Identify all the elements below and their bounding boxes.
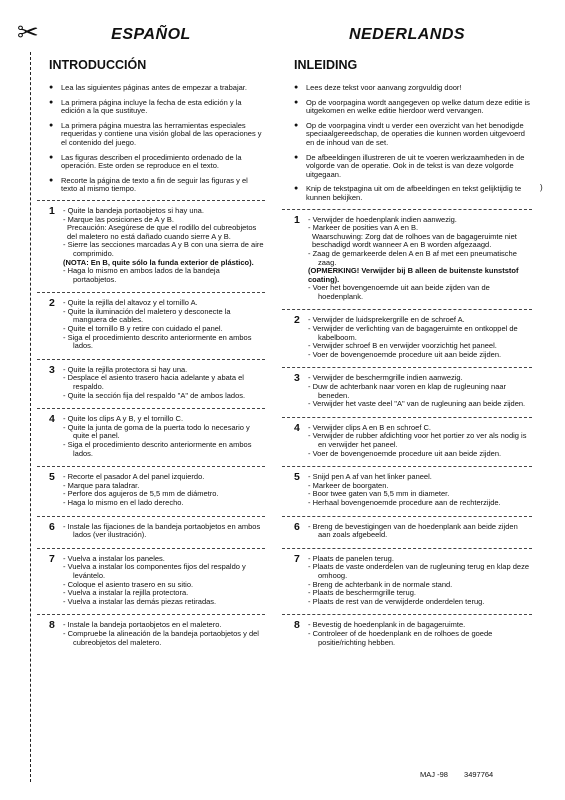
step-number: 5: [294, 471, 300, 484]
step-instruction: - Breng de achterbank in de normale stand.: [308, 581, 532, 590]
step-instruction: - Markeer de posities van A en B.: [308, 224, 532, 233]
step-instruction: - Recorte el pasador A del panel izquierdo.: [63, 473, 265, 482]
step-body: [63, 473, 265, 507]
step-2: [282, 309, 532, 367]
step-instruction: - Instale la bandeja portaobjetos en el maletero.: [63, 621, 265, 630]
step-5: [37, 466, 265, 515]
step-number: 2: [294, 314, 300, 327]
language-heading: ESPAÑOL: [111, 26, 191, 43]
step-instruction: - Marque las posiciones de A y B.: [63, 216, 265, 225]
step-instruction: - Plaats de beschermgrille terug.: [308, 589, 532, 598]
intro-bullet: ● Lees deze tekst voor aanvang zorgvuldig door!: [294, 84, 532, 93]
step-warning: Waarschuwing: Zorg dat de rolhoes van de bagageruimte niet beschadigd wordt wanneer A en B worden afgezaagd.: [312, 231, 517, 250]
step-instruction: - Verwijder de hoedenplank indien aanwezig.: [308, 216, 532, 225]
step-instruction: - Quite la rejilla protectora si hay una.: [63, 366, 265, 375]
scissors-icon: ✂: [17, 18, 39, 48]
step-instruction: - Snijd pen A af van het linker paneel.: [308, 473, 532, 482]
step-number: 3: [294, 372, 300, 385]
step-instruction: - Verwijder de beschermgrille indien aanwezig.: [308, 374, 532, 383]
step-instruction: - Quite la iluminación del maletero y desconecte la manguera de cables.: [63, 308, 265, 325]
step-instruction: - Siga el procedimiento descrito anteriormente en ambos lados.: [63, 334, 265, 351]
step-number: 3: [49, 363, 55, 376]
intro-bullet: ● La primera página muestra las herramientas especiales requeridas y contiene una visión global de las operaciones y el contenido del juego.: [49, 122, 265, 148]
step-body: [63, 621, 265, 647]
step-instruction: - Breng de bevestigingen van de hoedenplank aan beide zijden aan zoals afgebeeld.: [308, 523, 532, 540]
step-number: 1: [294, 213, 300, 226]
step-instruction: - Verwijder schroef B en verwijder voorzichtig het paneel.: [308, 342, 532, 351]
intro-bullet: ● La primera página incluye la fecha de esta edición y la edición a la que sustituye.: [49, 99, 265, 116]
step-instruction: - Verwijder de rubber afdichting voor het portier zo ver als nodig is en verwijder het paneel.: [308, 432, 532, 449]
step-7: [282, 548, 532, 615]
language-heading: NEDERLANDS: [348, 26, 466, 43]
step-body: [63, 366, 265, 400]
step-number: 6: [294, 520, 300, 533]
step-number: 5: [49, 471, 55, 484]
step-instruction: - Boor twee gaten van 5,5 mm in diameter.: [308, 490, 532, 499]
step-instruction: - Vuelva a instalar la rejilla protectora.: [63, 589, 265, 598]
margin-mark: ): [540, 183, 543, 192]
step-instruction: - Quite la junta de goma de la puerta todo lo necesario y quite el panel.: [63, 424, 265, 441]
step-instruction: - Vuelva a instalar los componentes fijos del respaldo y levántelo.: [63, 563, 265, 580]
step-instruction: - Herhaal bovengenoemde procedure aan de rechterzijde.: [308, 499, 532, 508]
step-instruction: - Instale las fijaciones de la bandeja portaobjetos en ambos lados (ver ilustración).: [63, 523, 265, 540]
step-7: [37, 548, 265, 615]
step-number: 7: [49, 552, 55, 565]
step-3: [37, 359, 265, 408]
intro-bullet: ● De afbeeldingen illustreren de uit te voeren werkzaamheden in de volgorde van de operatie. Ook in de tekst is van deze volgorde uitgegaan.: [294, 154, 532, 180]
step-8: [282, 614, 532, 655]
intro-bullet: ● Lea las siguientes páginas antes de empezar a trabajar.: [49, 84, 265, 93]
step-number: 6: [49, 520, 55, 533]
step-body: [308, 316, 532, 359]
step-body: [308, 374, 532, 408]
step-body: [308, 473, 532, 507]
step-body: [308, 216, 532, 302]
step-list: [282, 209, 532, 656]
step-6: [282, 516, 532, 548]
step-instruction: - Verwijder clips A en B en schroef C.: [308, 424, 532, 433]
step-instruction: - Duw de achterbank naar voren en klap de rugleuning naar beneden.: [308, 383, 532, 400]
intro-bullet: ● Las figuras describen el procedimiento ordenado de la operación. Este orden se reproduce en el texto.: [49, 154, 265, 171]
step-instruction: - Verwijder de luidsprekergrille en de schroef A.: [308, 316, 532, 325]
step-instruction: - Zaag de gemarkeerde delen A en B af met een pneumatische zaag.: [308, 250, 532, 267]
step-body: [63, 523, 265, 540]
intro-bullet: ● Recorte la página de texto a fin de seguir las figuras y el texto al mismo tiempo.: [49, 177, 265, 194]
step-instruction: - Controleer of de hoedenplank en de rolhoes de goede positie/richting hebben.: [308, 630, 532, 647]
step-instruction: - Voer het bovengenoemde uit aan beide zijden van de hoedenplank.: [308, 284, 532, 301]
step-body: [308, 621, 532, 647]
step-number: 4: [49, 413, 55, 426]
step-instruction: - Quite la bandeja portaobjetos si hay una.: [63, 207, 265, 216]
step-instruction: - Marque para taladrar.: [63, 482, 265, 491]
step-note: (NOTA: En B, quite sólo la funda exterior de plástico).: [63, 257, 254, 267]
step-instruction: - Verwijder de verlichting van de bagageruimte en ontkoppel de kabelboom.: [308, 325, 532, 342]
step-number: 8: [294, 619, 300, 632]
step-number: 1: [49, 204, 55, 217]
intro-bullet: ● Op de voorpagina vindt u verder een overzicht van het benodigde speciaalgereedschap, de operaties die kunnen worden uitgevoerd en de inhoud van de set.: [294, 122, 532, 148]
intro-bullet-list: [282, 84, 532, 203]
step-4: [37, 408, 265, 466]
step-body: [63, 415, 265, 458]
step-body: [308, 555, 532, 607]
cut-line: [30, 52, 31, 782]
section-heading: INTRODUCCIÓN: [49, 58, 147, 72]
step-warning: Precaución: Asegúrese de que el rodillo del cubreobjetos del maletero no está dañado cuando sierre A y B.: [67, 223, 257, 241]
step-instruction: - Vuelva a instalar las demás piezas retiradas.: [63, 598, 265, 607]
step-instruction: - Plaats de panelen terug.: [308, 555, 532, 564]
step-instruction: - Quite el tornillo B y retire con cuidado el panel.: [63, 325, 265, 334]
intro-bullet: ● Op de voorpagina wordt aangegeven op welke datum deze editie is uitgekomen en welke editie hierdoor werd vervangen.: [294, 99, 532, 116]
step-4: [282, 417, 532, 466]
column-spanish: [37, 26, 265, 655]
step-number: 4: [294, 421, 300, 434]
step-instruction: - Plaats de vaste onderdelen van de rugleuning terug en klap deze omhoog.: [308, 563, 532, 580]
document-code: 3497764: [464, 770, 494, 779]
intro-bullet-list: [37, 84, 265, 194]
step-note: (OPMERKING! Verwijder bij B alleen de buitenste kunststof coating).: [308, 266, 519, 284]
step-6: [37, 516, 265, 548]
edition-label: MAJ -98: [420, 770, 448, 779]
step-instruction: - Quite la rejilla del altavoz y el tornillo A.: [63, 299, 265, 308]
step-instruction: - Quite la sección fija del respaldo "A" de ambos lados.: [63, 392, 265, 401]
step-instruction: - Sierre las secciones marcadas A y B con una sierra de aire comprimido.: [63, 241, 265, 258]
column-dutch: [282, 26, 532, 655]
step-instruction: - Haga lo mismo en ambos lados de la bandeja portaobjetos.: [63, 267, 265, 284]
step-3: [282, 367, 532, 416]
step-instruction: - Plaats de rest van de verwijderde onderdelen terug.: [308, 598, 532, 607]
intro-bullet: ● Knip de tekstpagina uit om de afbeeldingen en tekst gelijktijdig te kunnen bekijken.: [294, 185, 532, 202]
section-heading: INLEIDING: [294, 58, 358, 72]
step-instruction: - Coloque el asiento trasero en su sitio.: [63, 581, 265, 590]
step-body: [308, 424, 532, 458]
step-number: 7: [294, 552, 300, 565]
step-body: [63, 555, 265, 607]
step-number: 2: [49, 297, 55, 310]
step-body: [308, 523, 532, 540]
step-instruction: - Compruebe la alineación de la bandeja portaobjetos y del cubreobjetos del maletero.: [63, 630, 265, 647]
step-2: [37, 292, 265, 359]
step-instruction: - Voer de bovengenoemde procedure uit aan beide zijden.: [308, 351, 532, 360]
step-instruction: - Quite los clips A y B, y el tornillo C.: [63, 415, 265, 424]
step-body: [63, 299, 265, 351]
step-instruction: - Bevestig de hoedenplank in de bagageruimte.: [308, 621, 532, 630]
step-1: [37, 200, 265, 292]
footer: [420, 770, 507, 779]
step-5: [282, 466, 532, 515]
step-instruction: - Verwijder het vaste deel "A" van de rugleuning aan beide zijden.: [308, 400, 532, 409]
step-body: [63, 207, 265, 284]
step-1: [282, 209, 532, 310]
step-instruction: - Siga el procedimiento descrito anteriormente en ambos lados.: [63, 441, 265, 458]
step-instruction: - Perfore dos agujeros de 5,5 mm de diámetro.: [63, 490, 265, 499]
step-instruction: - Markeer de boorgaten.: [308, 482, 532, 491]
step-instruction: - Haga lo mismo en el lado derecho.: [63, 499, 265, 508]
step-number: 8: [49, 619, 55, 632]
step-list: [37, 200, 265, 655]
step-8: [37, 614, 265, 655]
step-instruction: - Desplace el asiento trasero hacia adelante y abata el respaldo.: [63, 374, 265, 391]
step-instruction: - Vuelva a instalar los paneles.: [63, 555, 265, 564]
step-instruction: - Voer de bovengenoemde procedure uit aan beide zijden.: [308, 450, 532, 459]
